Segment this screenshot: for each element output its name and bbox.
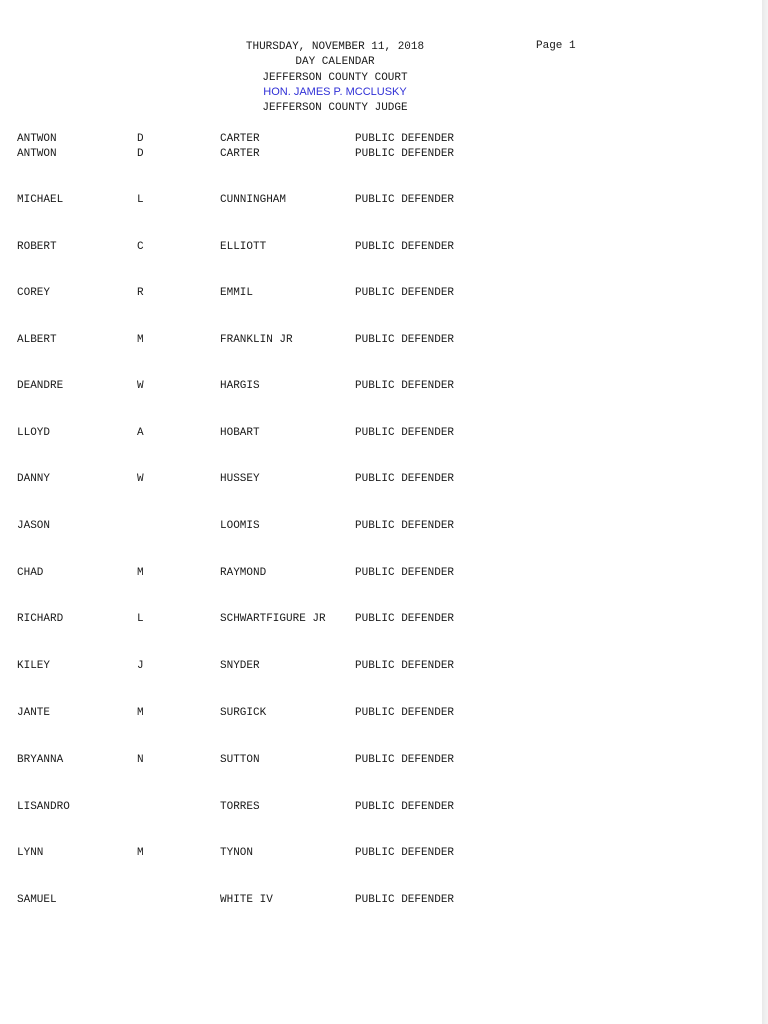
attorney: PUBLIC DEFENDER — [355, 473, 455, 485]
judge-title: JEFFERSON COUNTY JUDGE — [262, 102, 408, 114]
defendant-middle-initial: M — [137, 847, 144, 859]
attorney: PUBLIC DEFENDER — [355, 847, 455, 859]
calendar-row — [0, 566, 520, 581]
defendant-middle-initial: A — [137, 427, 144, 439]
defendant-last-name: TYNON — [220, 847, 254, 859]
defendant-first-name: ROBERT — [17, 241, 57, 253]
defendant-last-name: HUSSEY — [220, 473, 260, 485]
attorney: PUBLIC DEFENDER — [355, 148, 455, 160]
attorney: PUBLIC DEFENDER — [355, 287, 455, 299]
defendant-middle-initial: D — [137, 133, 144, 145]
calendar-row — [0, 286, 520, 301]
defendant-first-name: ANTWON — [17, 148, 57, 160]
defendant-middle-initial: C — [137, 241, 144, 253]
attorney: PUBLIC DEFENDER — [355, 660, 455, 672]
defendant-middle-initial: L — [137, 613, 144, 625]
calendar-row — [0, 893, 520, 908]
defendant-middle-initial: J — [137, 660, 144, 672]
attorney: PUBLIC DEFENDER — [355, 754, 455, 766]
defendant-last-name: LOOMIS — [220, 520, 260, 532]
defendant-first-name: ALBERT — [17, 334, 57, 346]
calendar-row — [0, 706, 520, 721]
defendant-last-name: CARTER — [220, 148, 260, 160]
defendant-middle-initial: L — [137, 194, 144, 206]
calendar-row — [0, 426, 520, 441]
defendant-last-name: ELLIOTT — [220, 241, 267, 253]
court-name: JEFFERSON COUNTY COURT — [262, 72, 408, 84]
defendant-last-name: HARGIS — [220, 380, 260, 392]
attorney: PUBLIC DEFENDER — [355, 707, 455, 719]
attorney: PUBLIC DEFENDER — [355, 520, 455, 532]
attorney: PUBLIC DEFENDER — [355, 194, 455, 206]
attorney: PUBLIC DEFENDER — [355, 613, 455, 625]
defendant-last-name: SCHWARTFIGURE JR — [220, 613, 326, 625]
defendant-last-name: TORRES — [220, 801, 260, 813]
defendant-last-name: HOBART — [220, 427, 260, 439]
attorney: PUBLIC DEFENDER — [355, 427, 455, 439]
calendar-row — [0, 193, 520, 208]
page-number: Page 1 — [536, 40, 576, 52]
defendant-first-name: BRYANNA — [17, 754, 64, 766]
defendant-middle-initial: M — [137, 334, 144, 346]
defendant-middle-initial: W — [137, 380, 144, 392]
calendar-row — [0, 753, 520, 768]
calendar-row — [0, 379, 520, 394]
calendar-row — [0, 132, 520, 147]
defendant-first-name: SAMUEL — [17, 894, 57, 906]
defendant-first-name: LYNN — [17, 847, 44, 859]
attorney: PUBLIC DEFENDER — [355, 801, 455, 813]
defendant-last-name: SNYDER — [220, 660, 260, 672]
defendant-first-name: LLOYD — [17, 427, 51, 439]
defendant-last-name: CUNNINGHAM — [220, 194, 287, 206]
defendant-first-name: CHAD — [17, 567, 44, 579]
attorney: PUBLIC DEFENDER — [355, 380, 455, 392]
defendant-last-name: WHITE IV — [220, 894, 273, 906]
defendant-middle-initial: N — [137, 754, 144, 766]
defendant-last-name: EMMIL — [220, 287, 254, 299]
defendant-last-name: CARTER — [220, 133, 260, 145]
attorney: PUBLIC DEFENDER — [355, 567, 455, 579]
defendant-middle-initial: M — [137, 707, 144, 719]
calendar-row — [0, 240, 520, 255]
calendar-row — [0, 147, 520, 162]
attorney: PUBLIC DEFENDER — [355, 894, 455, 906]
calendar-row — [0, 519, 520, 534]
calendar-row — [0, 472, 520, 487]
defendant-first-name: DANNY — [17, 473, 51, 485]
calendar-row — [0, 800, 520, 815]
defendant-first-name: LISANDRO — [17, 801, 70, 813]
defendant-last-name: RAYMOND — [220, 567, 267, 579]
calendar-row — [0, 612, 520, 627]
defendant-middle-initial: W — [137, 473, 144, 485]
attorney: PUBLIC DEFENDER — [355, 334, 455, 346]
defendant-first-name: JANTE — [17, 707, 51, 719]
attorney: PUBLIC DEFENDER — [355, 133, 455, 145]
defendant-last-name: FRANKLIN JR — [220, 334, 293, 346]
defendant-first-name: JASON — [17, 520, 51, 532]
defendant-last-name: SUTTON — [220, 754, 260, 766]
defendant-first-name: COREY — [17, 287, 51, 299]
calendar-type: DAY CALENDAR — [295, 56, 375, 68]
defendant-first-name: DEANDRE — [17, 380, 64, 392]
page-edge-shadow — [762, 0, 768, 1024]
calendar-row — [0, 659, 520, 674]
calendar-row — [0, 333, 520, 348]
judge-name: HON. JAMES P. MCCLUSKY — [263, 86, 407, 98]
defendant-first-name: MICHAEL — [17, 194, 64, 206]
defendant-last-name: SURGICK — [220, 707, 267, 719]
calendar-row — [0, 846, 520, 861]
defendant-first-name: KILEY — [17, 660, 51, 672]
defendant-middle-initial: M — [137, 567, 144, 579]
calendar-date: THURSDAY, NOVEMBER 11, 2018 — [245, 41, 425, 53]
defendant-middle-initial: R — [137, 287, 144, 299]
defendant-middle-initial: D — [137, 148, 144, 160]
defendant-first-name: RICHARD — [17, 613, 64, 625]
attorney: PUBLIC DEFENDER — [355, 241, 455, 253]
defendant-first-name: ANTWON — [17, 133, 57, 145]
